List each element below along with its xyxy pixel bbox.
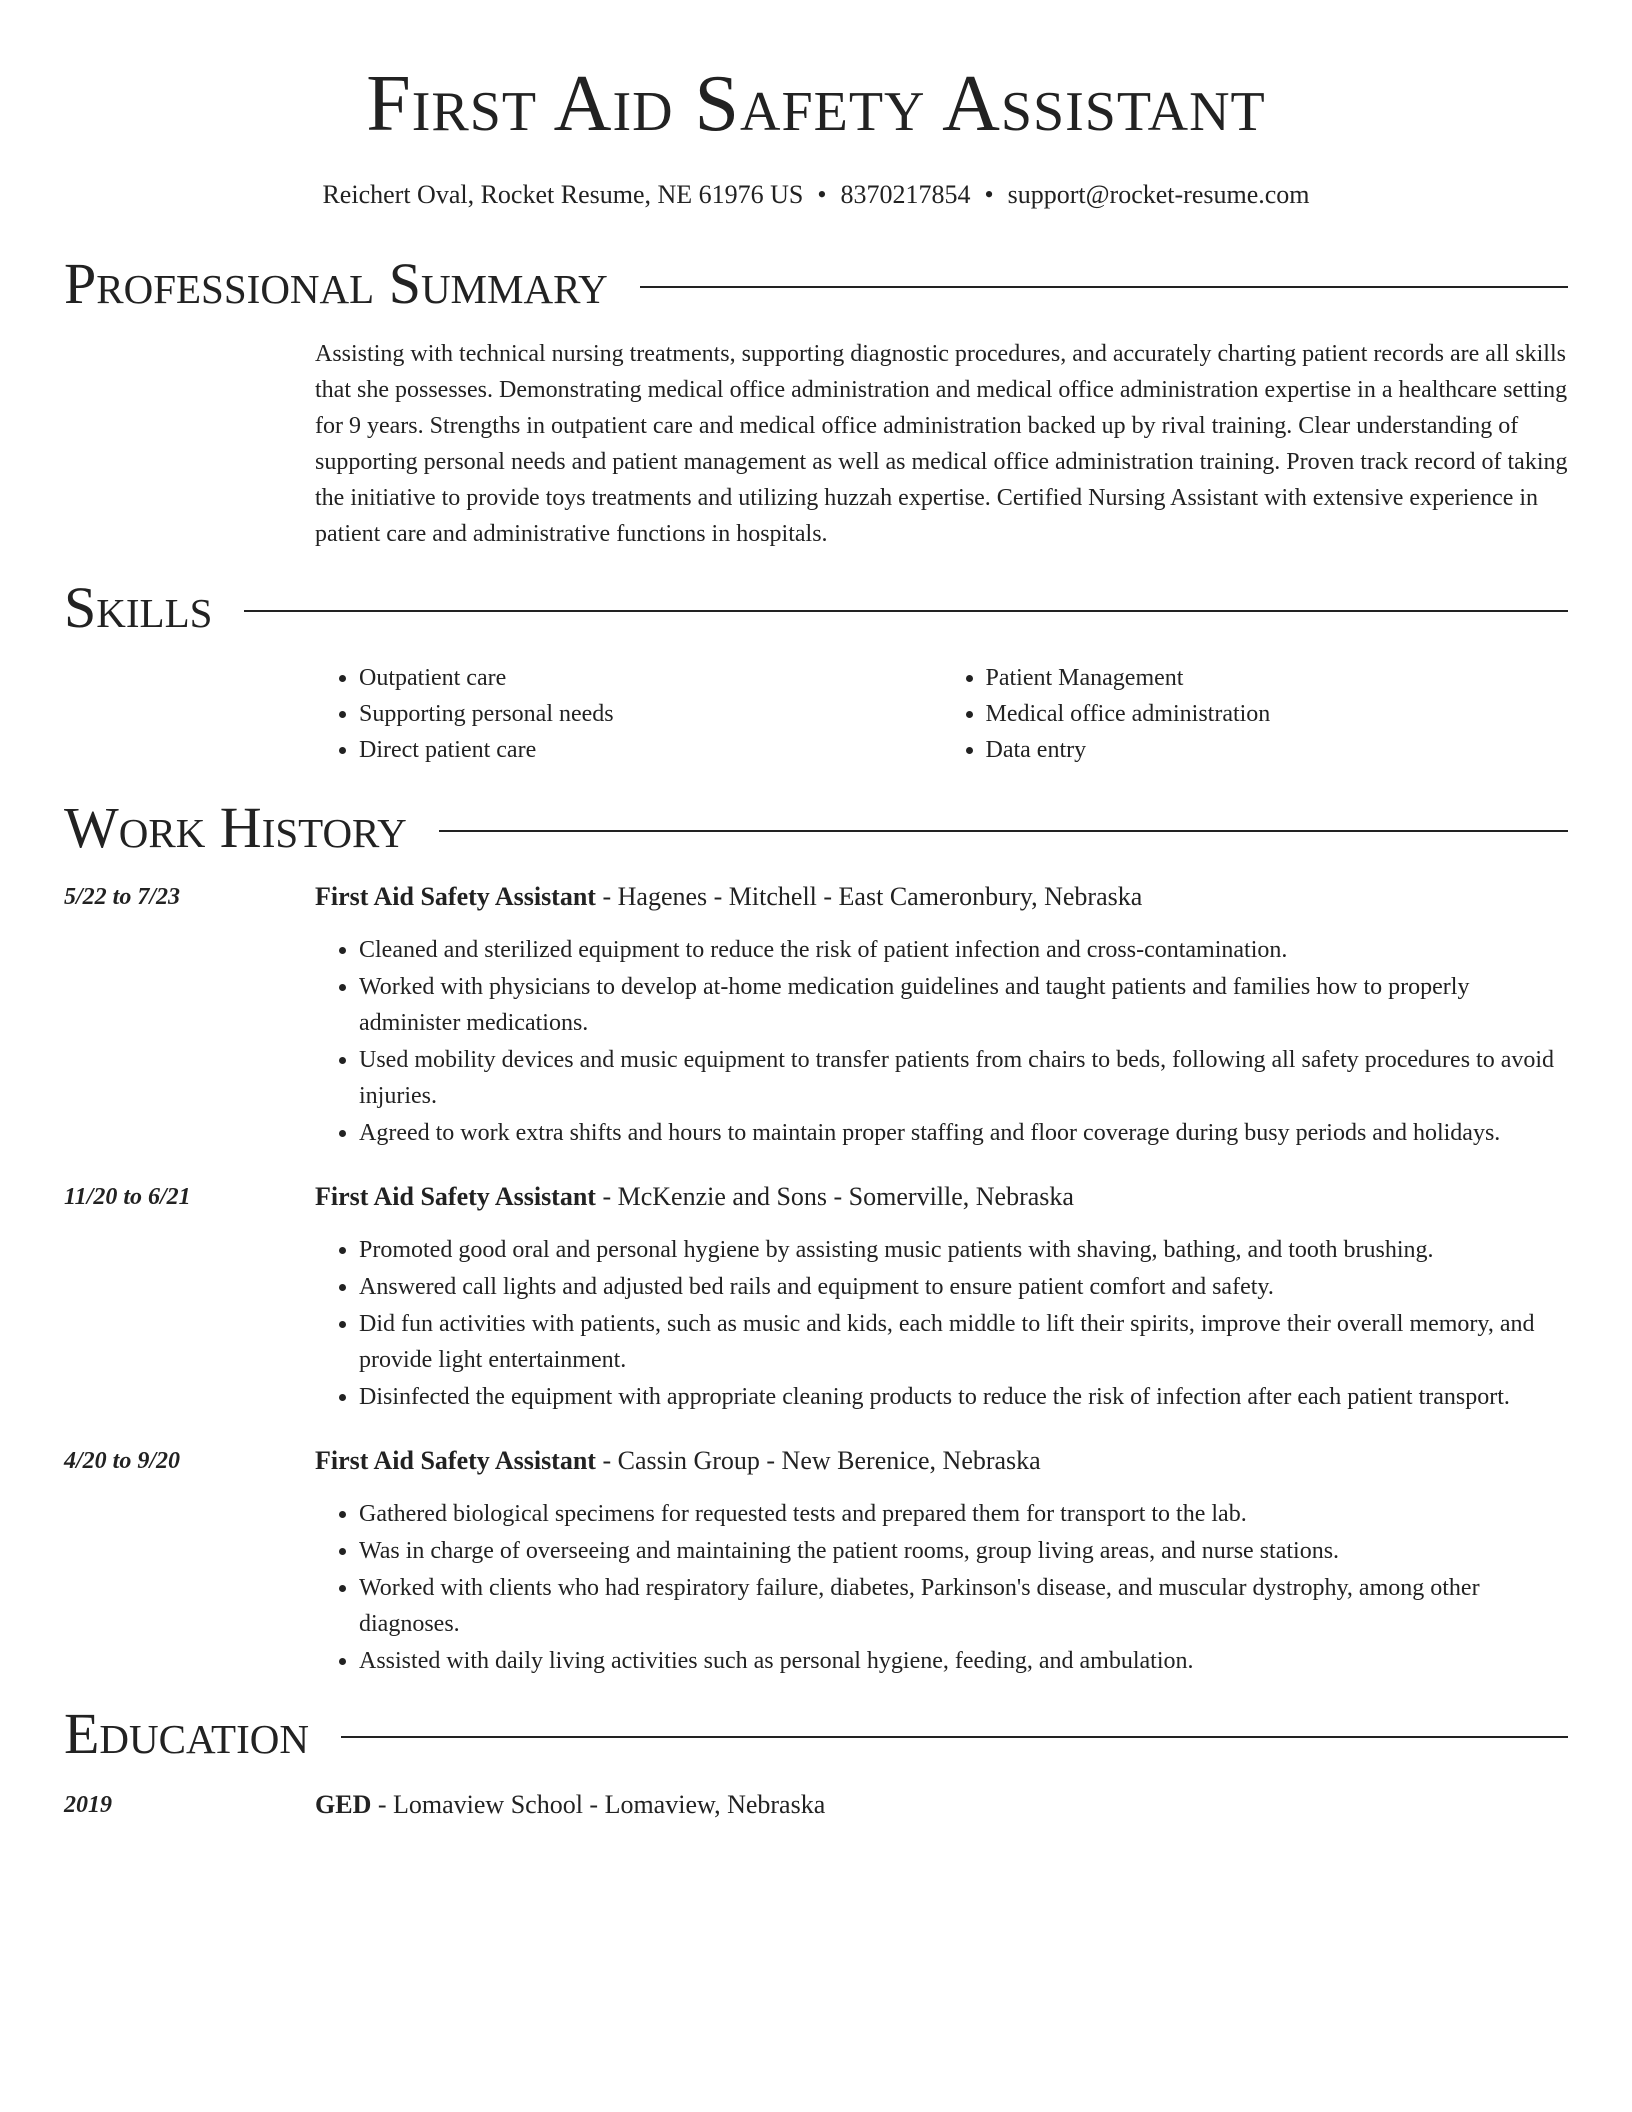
job-dates: 5/22 to 7/23 <box>64 884 181 910</box>
job-title: First Aid Safety Assistant <box>315 1182 596 1211</box>
job-duties <box>315 1496 1568 1679</box>
education-body <box>315 1788 825 1822</box>
job-duty: • Promoted good oral and personal hygiene by assisting music patients with shaving, bathing, and tooth brushing. <box>359 1232 1568 1268</box>
job-title: First Aid Safety Assistant <box>315 1446 596 1475</box>
job-employer: - McKenzie and Sons - Somerville, Nebraska <box>595 1182 1074 1211</box>
contact-phone: 8370217854 <box>840 180 971 209</box>
job-duties <box>315 1232 1568 1415</box>
skill-item: • Direct patient care <box>359 732 942 768</box>
section-divider <box>244 610 1568 612</box>
skills-list <box>315 660 1568 768</box>
job-employer: - Hagenes - Mitchell - East Cameronbury, Nebraska <box>595 882 1143 911</box>
job-entry <box>64 1180 1568 1416</box>
skill-item: • Outpatient care <box>359 660 942 696</box>
education-degree: GED <box>315 1790 372 1819</box>
job-duty: • Gathered biological specimens for requested tests and prepared them for transport to the lab. <box>359 1496 1568 1532</box>
job-duty: • Answered call lights and adjusted bed rails and equipment to ensure patient comfort and safety. <box>359 1269 1568 1305</box>
section-divider <box>341 1736 1568 1738</box>
job-body <box>315 880 1568 1152</box>
job-duty: • Cleaned and sterilized equipment to reduce the risk of patient infection and cross-contamination. <box>359 932 1568 968</box>
contact-email: support@rocket-resume.com <box>1007 180 1310 209</box>
skills-heading: Skills <box>64 575 213 640</box>
contact-separator: • <box>984 180 994 209</box>
job-duty: • Disinfected the equipment with appropriate cleaning products to reduce the risk of infection after each patient transport. <box>359 1379 1568 1415</box>
job-duty: • Was in charge of overseeing and maintaining the patient rooms, group living areas, and nurse stations. <box>359 1533 1568 1569</box>
section-divider <box>439 830 1568 832</box>
education-section-header <box>64 1701 1568 1766</box>
job-duty: • Did fun activities with patients, such as music and kids, each middle to lift their spirits, improve their overall memory, and provide light entertainment. <box>359 1306 1568 1378</box>
skill-item: • Patient Management <box>986 660 1569 696</box>
contact-separator: • <box>817 180 827 209</box>
job-title-line <box>315 1444 1568 1478</box>
job-title-line <box>315 1180 1568 1214</box>
skill-item: • Medical office administration <box>986 696 1569 732</box>
contact-address: Reichert Oval, Rocket Resume, NE 61976 US <box>322 180 804 209</box>
job-duties <box>315 932 1568 1151</box>
skill-item: • Data entry <box>986 732 1569 768</box>
skills-column-left <box>315 660 942 768</box>
job-duty: • Used mobility devices and music equipment to transfer patients from chairs to beds, following all safety procedures to avoid injuries. <box>359 1042 1568 1114</box>
job-body <box>315 1444 1568 1680</box>
job-duty: • Agreed to work extra shifts and hours to maintain proper staffing and floor coverage during busy periods and holidays. <box>359 1115 1568 1151</box>
education-heading: Education <box>64 1701 309 1766</box>
education-year: 2019 <box>64 1792 112 1818</box>
education-school: - Lomaview School - Lomaview, Nebraska <box>371 1790 826 1819</box>
work-section-header <box>64 795 1568 860</box>
job-dates: 4/20 to 9/20 <box>64 1448 181 1474</box>
job-employer: - Cassin Group - New Berenice, Nebraska <box>595 1446 1041 1475</box>
summary-text: Assisting with technical nursing treatments, supporting diagnostic procedures, and accurately charting patient records are all skills that she possesses. Demonstrating medical office administration and medical office administration expertise in a healthcare setting for 9 years. Strengths in outpatient care and medical office administration backed up by rival training. Clear understanding of supporting personal needs and patient management as well as medical office administration training. Proven track record of taking the initiative to provide toys treatments and utilizing huzzah expertise. Certified Nursing Assistant with extensive experience in patient care and administrative functions in hospitals. <box>315 341 1568 547</box>
education-entry <box>64 1788 1568 1822</box>
skills-column-right <box>942 660 1569 768</box>
summary-section-header <box>64 251 1568 316</box>
job-duty: • Worked with clients who had respiratory failure, diabetes, Parkinson's disease, and muscular dystrophy, among other diagnoses. <box>359 1570 1568 1642</box>
job-body <box>315 1180 1568 1416</box>
job-title: First Aid Safety Assistant <box>315 882 596 911</box>
job-duty: • Assisted with daily living activities such as personal hygiene, feeding, and ambulation. <box>359 1643 1568 1679</box>
contact-line <box>64 180 1568 210</box>
job-duty: • Worked with physicians to develop at-home medication guidelines and taught patients and families how to properly administer medications. <box>359 969 1568 1041</box>
job-dates: 11/20 to 6/21 <box>64 1184 191 1210</box>
section-divider <box>640 286 1568 288</box>
skill-item: • Supporting personal needs <box>359 696 942 732</box>
skills-section-header <box>64 575 1568 640</box>
work-heading: Work History <box>64 795 407 860</box>
resume-name: First Aid Safety Assistant <box>366 60 1266 148</box>
job-entry <box>64 1444 1568 1680</box>
job-title-line <box>315 880 1568 914</box>
job-entry <box>64 880 1568 1152</box>
summary-heading: Professional Summary <box>64 251 608 316</box>
